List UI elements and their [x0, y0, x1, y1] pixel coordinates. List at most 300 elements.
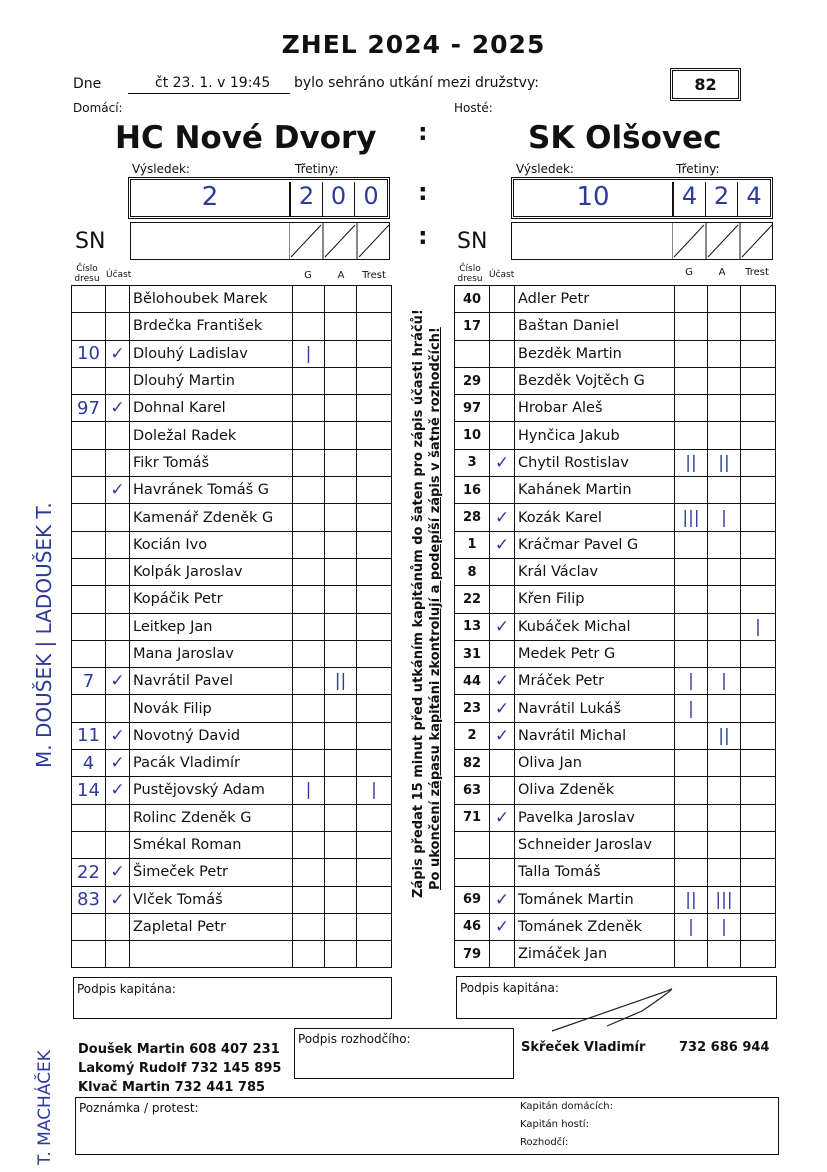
jersey-number[interactable] [72, 531, 106, 558]
jersey-number[interactable]: 83 [72, 886, 106, 913]
player-name[interactable]: Pavelka Jaroslav [515, 804, 675, 831]
jersey-number[interactable]: 82 [455, 750, 490, 777]
goals-cell[interactable] [675, 804, 708, 831]
penalty-cell[interactable] [741, 831, 776, 858]
assists-cell[interactable] [325, 395, 357, 422]
player-name[interactable]: Fikr Tomáš [130, 449, 293, 476]
assists-cell[interactable] [325, 613, 357, 640]
player-name[interactable]: Šimeček Petr [130, 859, 293, 886]
participation-check[interactable] [106, 504, 130, 531]
penalty-cell[interactable] [741, 422, 776, 449]
player-name[interactable] [130, 941, 293, 968]
player-name[interactable]: Mana Jaroslav [130, 640, 293, 667]
participation-check[interactable] [106, 558, 130, 585]
jersey-number[interactable] [455, 831, 490, 858]
player-name[interactable]: Bezděk Vojtěch G [515, 367, 675, 394]
assists-cell[interactable] [325, 531, 357, 558]
goals-cell[interactable] [293, 640, 325, 667]
jersey-number[interactable] [72, 941, 106, 968]
participation-check[interactable]: ✓ [490, 695, 515, 722]
player-name[interactable]: Talla Tomáš [515, 859, 675, 886]
jersey-number[interactable]: 13 [455, 613, 490, 640]
player-name[interactable]: Kopáčik Petr [130, 586, 293, 613]
penalty-cell[interactable] [741, 286, 776, 313]
goals-cell[interactable] [293, 531, 325, 558]
goals-cell[interactable] [675, 722, 708, 749]
penalty-cell[interactable] [741, 367, 776, 394]
assists-cell[interactable]: || [325, 668, 357, 695]
participation-check[interactable] [106, 586, 130, 613]
participation-check[interactable]: ✓ [106, 859, 130, 886]
participation-check[interactable] [106, 422, 130, 449]
goals-cell[interactable] [675, 422, 708, 449]
jersey-number[interactable]: 63 [455, 777, 490, 804]
penalty-cell[interactable] [741, 695, 776, 722]
assists-cell[interactable] [708, 395, 741, 422]
assists-cell[interactable]: | [708, 504, 741, 531]
assists-cell[interactable] [325, 804, 357, 831]
player-name[interactable]: Tománek Martin [515, 886, 675, 913]
participation-check[interactable] [106, 313, 130, 340]
jersey-number[interactable] [72, 804, 106, 831]
player-name[interactable]: Dlouhý Martin [130, 367, 293, 394]
goals-cell[interactable]: | [675, 913, 708, 940]
assists-cell[interactable] [325, 586, 357, 613]
player-name[interactable]: Mráček Petr [515, 668, 675, 695]
jersey-number[interactable]: 23 [455, 695, 490, 722]
jersey-number[interactable] [72, 831, 106, 858]
goals-cell[interactable] [293, 367, 325, 394]
goals-cell[interactable] [293, 613, 325, 640]
participation-check[interactable]: ✓ [106, 477, 130, 504]
penalty-cell[interactable] [741, 558, 776, 585]
assists-cell[interactable] [325, 477, 357, 504]
goals-cell[interactable]: || [675, 886, 708, 913]
player-name[interactable]: Brdečka František [130, 313, 293, 340]
assists-cell[interactable]: || [708, 449, 741, 476]
assists-cell[interactable] [708, 340, 741, 367]
assists-cell[interactable] [325, 750, 357, 777]
note-protest-box[interactable] [75, 1097, 779, 1155]
penalty-cell[interactable] [357, 477, 392, 504]
assists-cell[interactable] [708, 531, 741, 558]
jersey-number[interactable]: 8 [455, 558, 490, 585]
assists-cell[interactable] [708, 695, 741, 722]
goals-cell[interactable] [293, 449, 325, 476]
player-name[interactable]: Kolpák Jaroslav [130, 558, 293, 585]
player-name[interactable]: Král Václav [515, 558, 675, 585]
assists-cell[interactable] [325, 449, 357, 476]
assists-cell[interactable] [325, 722, 357, 749]
player-name[interactable]: Hynčica Jakub [515, 422, 675, 449]
goals-cell[interactable] [293, 395, 325, 422]
player-name[interactable]: Leitkep Jan [130, 613, 293, 640]
assists-cell[interactable] [708, 804, 741, 831]
jersey-number[interactable] [72, 695, 106, 722]
participation-check[interactable] [490, 831, 515, 858]
jersey-number[interactable] [455, 859, 490, 886]
participation-check[interactable] [106, 831, 130, 858]
jersey-number[interactable]: 97 [72, 395, 106, 422]
goals-cell[interactable] [675, 340, 708, 367]
jersey-number[interactable]: 22 [455, 586, 490, 613]
penalty-cell[interactable] [357, 668, 392, 695]
penalty-cell[interactable] [357, 913, 392, 940]
participation-check[interactable] [490, 777, 515, 804]
jersey-number[interactable]: 10 [455, 422, 490, 449]
participation-check[interactable] [490, 640, 515, 667]
player-name[interactable]: Adler Petr [515, 286, 675, 313]
player-name[interactable]: Pustějovský Adam [130, 777, 293, 804]
jersey-number[interactable]: 11 [72, 722, 106, 749]
goals-cell[interactable] [293, 831, 325, 858]
home-captain-sign-box[interactable] [73, 977, 392, 1019]
assists-cell[interactable] [708, 313, 741, 340]
penalty-cell[interactable] [357, 558, 392, 585]
player-name[interactable]: Navrátil Michal [515, 722, 675, 749]
penalty-cell[interactable] [357, 286, 392, 313]
player-name[interactable]: Novotný David [130, 722, 293, 749]
jersey-number[interactable] [72, 449, 106, 476]
assists-cell[interactable] [708, 367, 741, 394]
jersey-number[interactable]: 1 [455, 531, 490, 558]
player-name[interactable]: Rolinc Zdeněk G [130, 804, 293, 831]
assists-cell[interactable] [708, 286, 741, 313]
participation-check[interactable] [106, 941, 130, 968]
player-name[interactable]: Navrátil Lukáš [515, 695, 675, 722]
goals-cell[interactable] [293, 558, 325, 585]
goals-cell[interactable] [675, 640, 708, 667]
player-name[interactable]: Hrobar Aleš [515, 395, 675, 422]
participation-check[interactable] [490, 477, 515, 504]
player-name[interactable]: Vlček Tomáš [130, 886, 293, 913]
assists-cell[interactable] [325, 558, 357, 585]
penalty-cell[interactable] [741, 804, 776, 831]
jersey-number[interactable]: 14 [72, 777, 106, 804]
participation-check[interactable]: ✓ [490, 504, 515, 531]
jersey-number[interactable]: 79 [455, 941, 490, 968]
player-name[interactable]: Dohnal Karel [130, 395, 293, 422]
assists-cell[interactable] [708, 640, 741, 667]
penalty-cell[interactable] [357, 395, 392, 422]
jersey-number[interactable]: 31 [455, 640, 490, 667]
jersey-number[interactable] [72, 913, 106, 940]
player-name[interactable]: Kocián Ivo [130, 531, 293, 558]
penalty-cell[interactable] [357, 422, 392, 449]
assists-cell[interactable] [708, 613, 741, 640]
goals-cell[interactable] [293, 313, 325, 340]
assists-cell[interactable] [708, 859, 741, 886]
assists-cell[interactable] [325, 913, 357, 940]
assists-cell[interactable]: || [708, 722, 741, 749]
player-name[interactable]: Smékal Roman [130, 831, 293, 858]
participation-check[interactable] [490, 859, 515, 886]
penalty-cell[interactable] [741, 340, 776, 367]
assists-cell[interactable] [708, 422, 741, 449]
jersey-number[interactable]: 44 [455, 668, 490, 695]
penalty-cell[interactable] [357, 750, 392, 777]
penalty-cell[interactable] [357, 504, 392, 531]
assists-cell[interactable] [325, 831, 357, 858]
jersey-number[interactable] [72, 558, 106, 585]
jersey-number[interactable]: 71 [455, 804, 490, 831]
participation-check[interactable] [490, 313, 515, 340]
participation-check[interactable]: ✓ [106, 777, 130, 804]
penalty-cell[interactable] [357, 313, 392, 340]
penalty-cell[interactable] [357, 367, 392, 394]
player-name[interactable]: Schneider Jaroslav [515, 831, 675, 858]
goals-cell[interactable] [675, 558, 708, 585]
goals-cell[interactable] [293, 586, 325, 613]
goals-cell[interactable]: || [675, 449, 708, 476]
penalty-cell[interactable] [741, 313, 776, 340]
participation-check[interactable]: ✓ [490, 886, 515, 913]
goals-cell[interactable] [293, 286, 325, 313]
penalty-cell[interactable]: | [741, 613, 776, 640]
assists-cell[interactable] [708, 558, 741, 585]
penalty-cell[interactable] [741, 886, 776, 913]
player-name[interactable]: Zapletal Petr [130, 913, 293, 940]
participation-check[interactable] [106, 531, 130, 558]
jersey-number[interactable] [72, 286, 106, 313]
assists-cell[interactable] [708, 586, 741, 613]
participation-check[interactable] [490, 286, 515, 313]
assists-cell[interactable] [325, 640, 357, 667]
penalty-cell[interactable] [741, 750, 776, 777]
goals-cell[interactable] [675, 586, 708, 613]
penalty-cell[interactable] [357, 531, 392, 558]
penalty-cell[interactable] [741, 449, 776, 476]
penalty-cell[interactable] [357, 340, 392, 367]
jersey-number[interactable]: 16 [455, 477, 490, 504]
goals-cell[interactable] [293, 668, 325, 695]
participation-check[interactable] [106, 695, 130, 722]
assists-cell[interactable] [708, 477, 741, 504]
player-name[interactable]: Bělohoubek Marek [130, 286, 293, 313]
assists-cell[interactable] [325, 886, 357, 913]
player-name[interactable]: Chytil Rostislav [515, 449, 675, 476]
goals-cell[interactable] [293, 695, 325, 722]
goals-cell[interactable] [675, 367, 708, 394]
goals-cell[interactable] [675, 531, 708, 558]
assists-cell[interactable]: | [708, 668, 741, 695]
player-name[interactable]: Křen Filip [515, 586, 675, 613]
jersey-number[interactable]: 7 [72, 668, 106, 695]
goals-cell[interactable] [675, 395, 708, 422]
participation-check[interactable] [490, 395, 515, 422]
player-name[interactable]: Kamenář Zdeněk G [130, 504, 293, 531]
jersey-number[interactable]: 46 [455, 913, 490, 940]
player-name[interactable]: Bezděk Martin [515, 340, 675, 367]
jersey-number[interactable] [72, 504, 106, 531]
penalty-cell[interactable] [357, 941, 392, 968]
goals-cell[interactable]: | [675, 695, 708, 722]
jersey-number[interactable]: 3 [455, 449, 490, 476]
assists-cell[interactable] [325, 340, 357, 367]
player-name[interactable]: Kráčmar Pavel G [515, 531, 675, 558]
penalty-cell[interactable] [741, 859, 776, 886]
player-name[interactable]: Tománek Zdeněk [515, 913, 675, 940]
assists-cell[interactable] [708, 777, 741, 804]
assists-cell[interactable] [325, 504, 357, 531]
participation-check[interactable]: ✓ [106, 340, 130, 367]
participation-check[interactable]: ✓ [106, 750, 130, 777]
penalty-cell[interactable] [741, 531, 776, 558]
participation-check[interactable]: ✓ [106, 722, 130, 749]
participation-check[interactable] [106, 913, 130, 940]
participation-check[interactable] [106, 640, 130, 667]
penalty-cell[interactable] [357, 859, 392, 886]
penalty-cell[interactable] [357, 586, 392, 613]
goals-cell[interactable] [293, 477, 325, 504]
assists-cell[interactable] [325, 286, 357, 313]
player-name[interactable]: Novák Filip [130, 695, 293, 722]
assists-cell[interactable] [325, 422, 357, 449]
participation-check[interactable] [106, 613, 130, 640]
goals-cell[interactable] [293, 859, 325, 886]
penalty-cell[interactable] [357, 831, 392, 858]
penalty-cell[interactable] [741, 504, 776, 531]
assists-cell[interactable] [325, 313, 357, 340]
jersey-number[interactable]: 2 [455, 722, 490, 749]
jersey-number[interactable]: 17 [455, 313, 490, 340]
participation-check[interactable] [106, 286, 130, 313]
participation-check[interactable] [490, 750, 515, 777]
jersey-number[interactable]: 97 [455, 395, 490, 422]
goals-cell[interactable]: | [675, 668, 708, 695]
goals-cell[interactable] [293, 722, 325, 749]
player-name[interactable]: Havránek Tomáš G [130, 477, 293, 504]
penalty-cell[interactable] [357, 886, 392, 913]
goals-cell[interactable] [293, 913, 325, 940]
jersey-number[interactable] [72, 640, 106, 667]
penalty-cell[interactable] [357, 613, 392, 640]
jersey-number[interactable]: 22 [72, 859, 106, 886]
participation-check[interactable]: ✓ [490, 613, 515, 640]
player-name[interactable]: Kozák Karel [515, 504, 675, 531]
goals-cell[interactable] [675, 613, 708, 640]
jersey-number[interactable]: 4 [72, 750, 106, 777]
penalty-cell[interactable] [357, 695, 392, 722]
participation-check[interactable]: ✓ [490, 531, 515, 558]
participation-check[interactable] [106, 449, 130, 476]
assists-cell[interactable] [325, 941, 357, 968]
penalty-cell[interactable] [357, 449, 392, 476]
player-name[interactable]: Oliva Zdeněk [515, 777, 675, 804]
referee-sign-box[interactable] [294, 1028, 514, 1079]
player-name[interactable]: Baštan Daniel [515, 313, 675, 340]
participation-check[interactable] [490, 340, 515, 367]
participation-check[interactable]: ✓ [490, 913, 515, 940]
goals-cell[interactable] [675, 831, 708, 858]
participation-check[interactable]: ✓ [490, 722, 515, 749]
participation-check[interactable]: ✓ [490, 449, 515, 476]
goals-cell[interactable] [293, 422, 325, 449]
participation-check[interactable] [490, 422, 515, 449]
participation-check[interactable]: ✓ [490, 668, 515, 695]
participation-check[interactable]: ✓ [106, 886, 130, 913]
participation-check[interactable]: ✓ [490, 804, 515, 831]
jersey-number[interactable] [72, 422, 106, 449]
player-name[interactable]: Pacák Vladimír [130, 750, 293, 777]
away-captain-sign-box[interactable] [456, 976, 777, 1019]
assists-cell[interactable]: | [708, 913, 741, 940]
participation-check[interactable] [490, 558, 515, 585]
jersey-number[interactable]: 40 [455, 286, 490, 313]
assists-cell[interactable] [708, 750, 741, 777]
goals-cell[interactable] [293, 504, 325, 531]
assists-cell[interactable] [325, 859, 357, 886]
penalty-cell[interactable] [741, 913, 776, 940]
player-name[interactable]: Kubáček Michal [515, 613, 675, 640]
penalty-cell[interactable] [741, 941, 776, 968]
jersey-number[interactable]: 28 [455, 504, 490, 531]
jersey-number[interactable]: 10 [72, 340, 106, 367]
goals-cell[interactable] [675, 859, 708, 886]
penalty-cell[interactable]: | [357, 777, 392, 804]
penalty-cell[interactable] [357, 804, 392, 831]
assists-cell[interactable] [708, 831, 741, 858]
goals-cell[interactable]: ||| [675, 504, 708, 531]
goals-cell[interactable] [675, 777, 708, 804]
jersey-number[interactable]: 69 [455, 886, 490, 913]
penalty-cell[interactable] [357, 722, 392, 749]
player-name[interactable]: Oliva Jan [515, 750, 675, 777]
goals-cell[interactable] [675, 750, 708, 777]
participation-check[interactable]: ✓ [106, 668, 130, 695]
goals-cell[interactable] [675, 477, 708, 504]
penalty-cell[interactable] [741, 777, 776, 804]
goals-cell[interactable] [293, 750, 325, 777]
jersey-number[interactable] [72, 477, 106, 504]
assists-cell[interactable] [325, 777, 357, 804]
jersey-number[interactable] [72, 613, 106, 640]
assists-cell[interactable] [325, 367, 357, 394]
penalty-cell[interactable] [357, 640, 392, 667]
goals-cell[interactable] [293, 941, 325, 968]
penalty-cell[interactable] [741, 586, 776, 613]
goals-cell[interactable] [293, 804, 325, 831]
participation-check[interactable]: ✓ [106, 395, 130, 422]
player-name[interactable]: Kahánek Martin [515, 477, 675, 504]
jersey-number[interactable] [72, 586, 106, 613]
assists-cell[interactable] [708, 941, 741, 968]
goals-cell[interactable] [675, 941, 708, 968]
player-name[interactable]: Zimáček Jan [515, 941, 675, 968]
participation-check[interactable] [490, 941, 515, 968]
participation-check[interactable] [106, 804, 130, 831]
penalty-cell[interactable] [741, 477, 776, 504]
goals-cell[interactable]: | [293, 340, 325, 367]
player-name[interactable]: Navrátil Pavel [130, 668, 293, 695]
participation-check[interactable] [490, 367, 515, 394]
goals-cell[interactable]: | [293, 777, 325, 804]
goals-cell[interactable] [293, 886, 325, 913]
penalty-cell[interactable] [741, 395, 776, 422]
participation-check[interactable] [106, 367, 130, 394]
penalty-cell[interactable] [741, 722, 776, 749]
goals-cell[interactable] [675, 286, 708, 313]
player-name[interactable]: Medek Petr G [515, 640, 675, 667]
assists-cell[interactable]: ||| [708, 886, 741, 913]
jersey-number[interactable] [455, 340, 490, 367]
jersey-number[interactable]: 29 [455, 367, 490, 394]
penalty-cell[interactable] [741, 668, 776, 695]
assists-cell[interactable] [325, 695, 357, 722]
player-name[interactable]: Dlouhý Ladislav [130, 340, 293, 367]
goals-cell[interactable] [675, 313, 708, 340]
participation-check[interactable] [490, 586, 515, 613]
